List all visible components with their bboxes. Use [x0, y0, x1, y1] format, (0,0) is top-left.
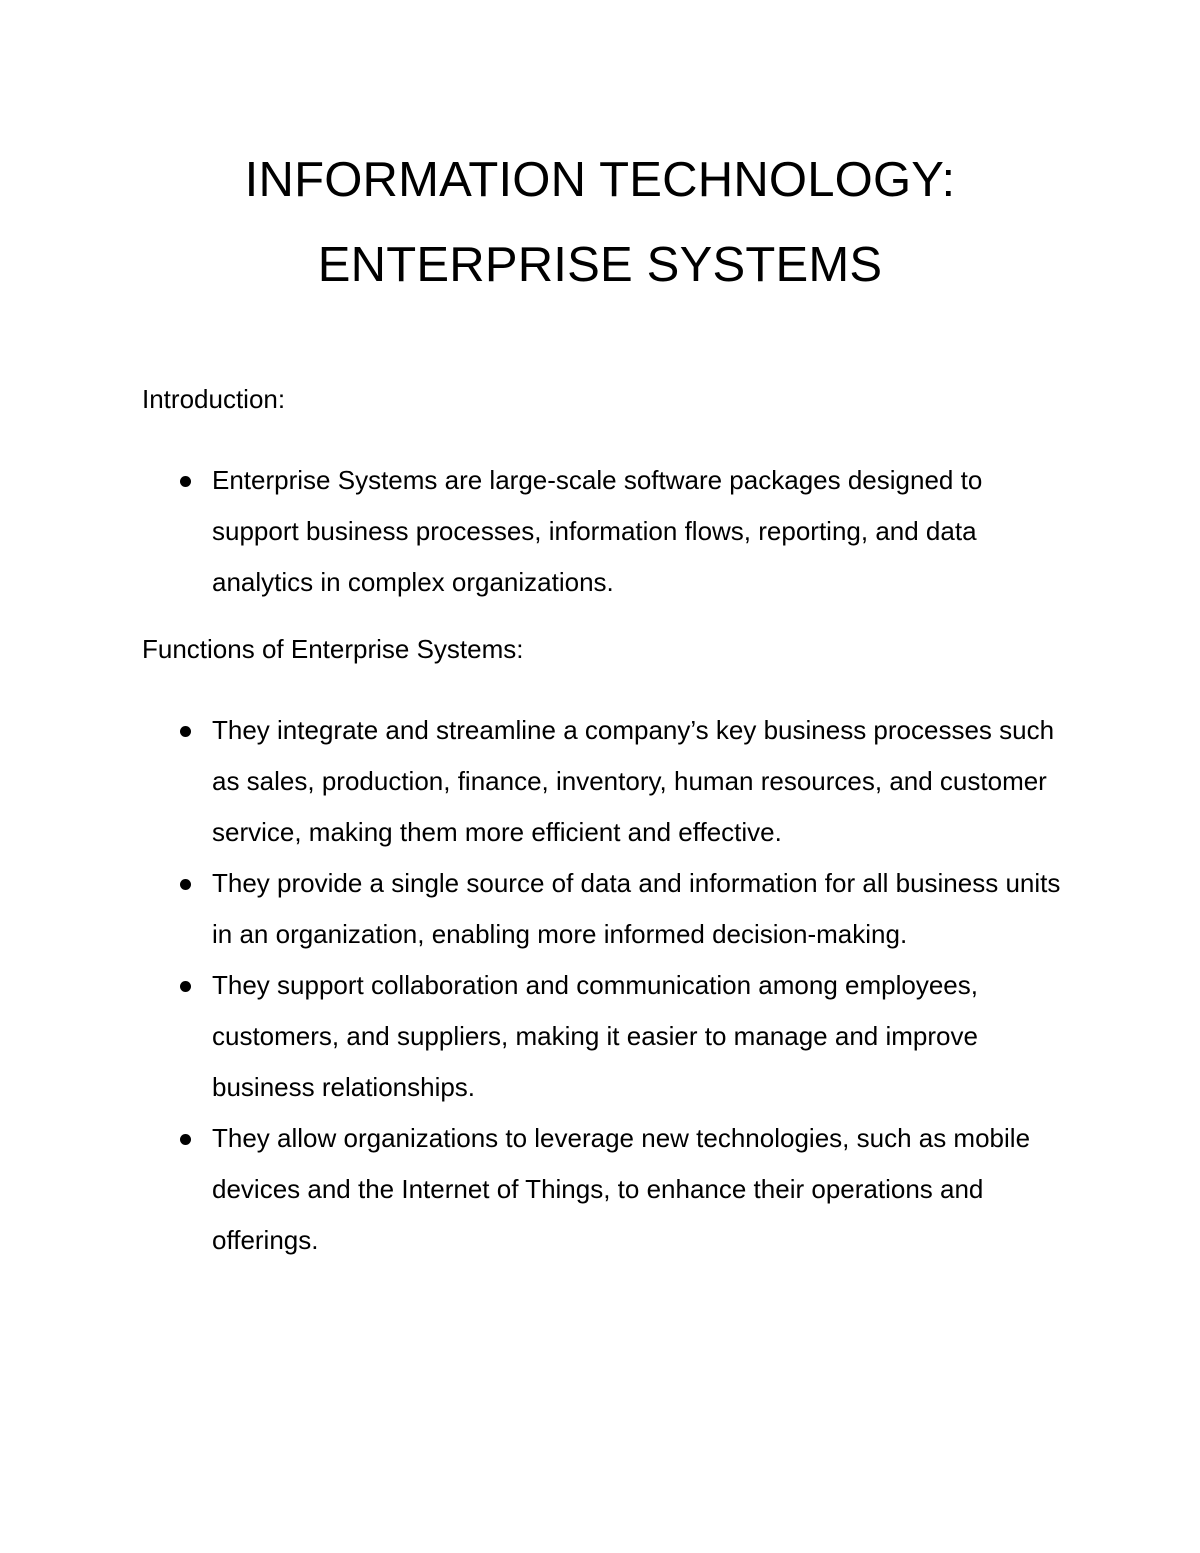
- title-line-1: INFORMATION TECHNOLOGY:: [244, 153, 956, 207]
- bullet-icon: [180, 476, 191, 487]
- list-item: [0, 858, 1072, 960]
- bullet-icon: [180, 879, 191, 890]
- bullet-icon: [180, 1134, 191, 1145]
- list-item: [0, 960, 1072, 1113]
- functions-list: [0, 705, 1200, 1266]
- list-item: [0, 1113, 1072, 1266]
- list-item-text: Enterprise Systems are large-scale software packages designed to support business processes, information flows, reporting, and data analytics in complex organizations.: [212, 465, 983, 597]
- list-item-text: They provide a single source of data and information for all business units in an organization, enabling more informed decision-making.: [212, 868, 1061, 949]
- introduction-list: [0, 455, 1200, 608]
- bullet-icon: [180, 981, 191, 992]
- list-item-text: They allow organizations to leverage new technologies, such as mobile devices and the Internet of Things, to enhance their operations and offerings.: [212, 1123, 1031, 1255]
- list-item: [0, 705, 1072, 858]
- section-heading-functions: Functions of Enterprise Systems:: [142, 634, 524, 664]
- document-title: [0, 138, 1200, 308]
- list-item-text: They integrate and streamline a company’s key business processes such as sales, production, finance, inventory, human resources, and customer service, making them more efficient and effective.: [212, 715, 1055, 847]
- section-heading-introduction: Introduction:: [142, 384, 286, 414]
- bullet-icon: [180, 726, 191, 737]
- title-line-2: ENTERPRISE SYSTEMS: [317, 238, 883, 292]
- list-item-text: They support collaboration and communication among employees, customers, and suppliers, making it easier to manage and improve business relationships.: [212, 970, 978, 1102]
- list-item: [0, 455, 1072, 608]
